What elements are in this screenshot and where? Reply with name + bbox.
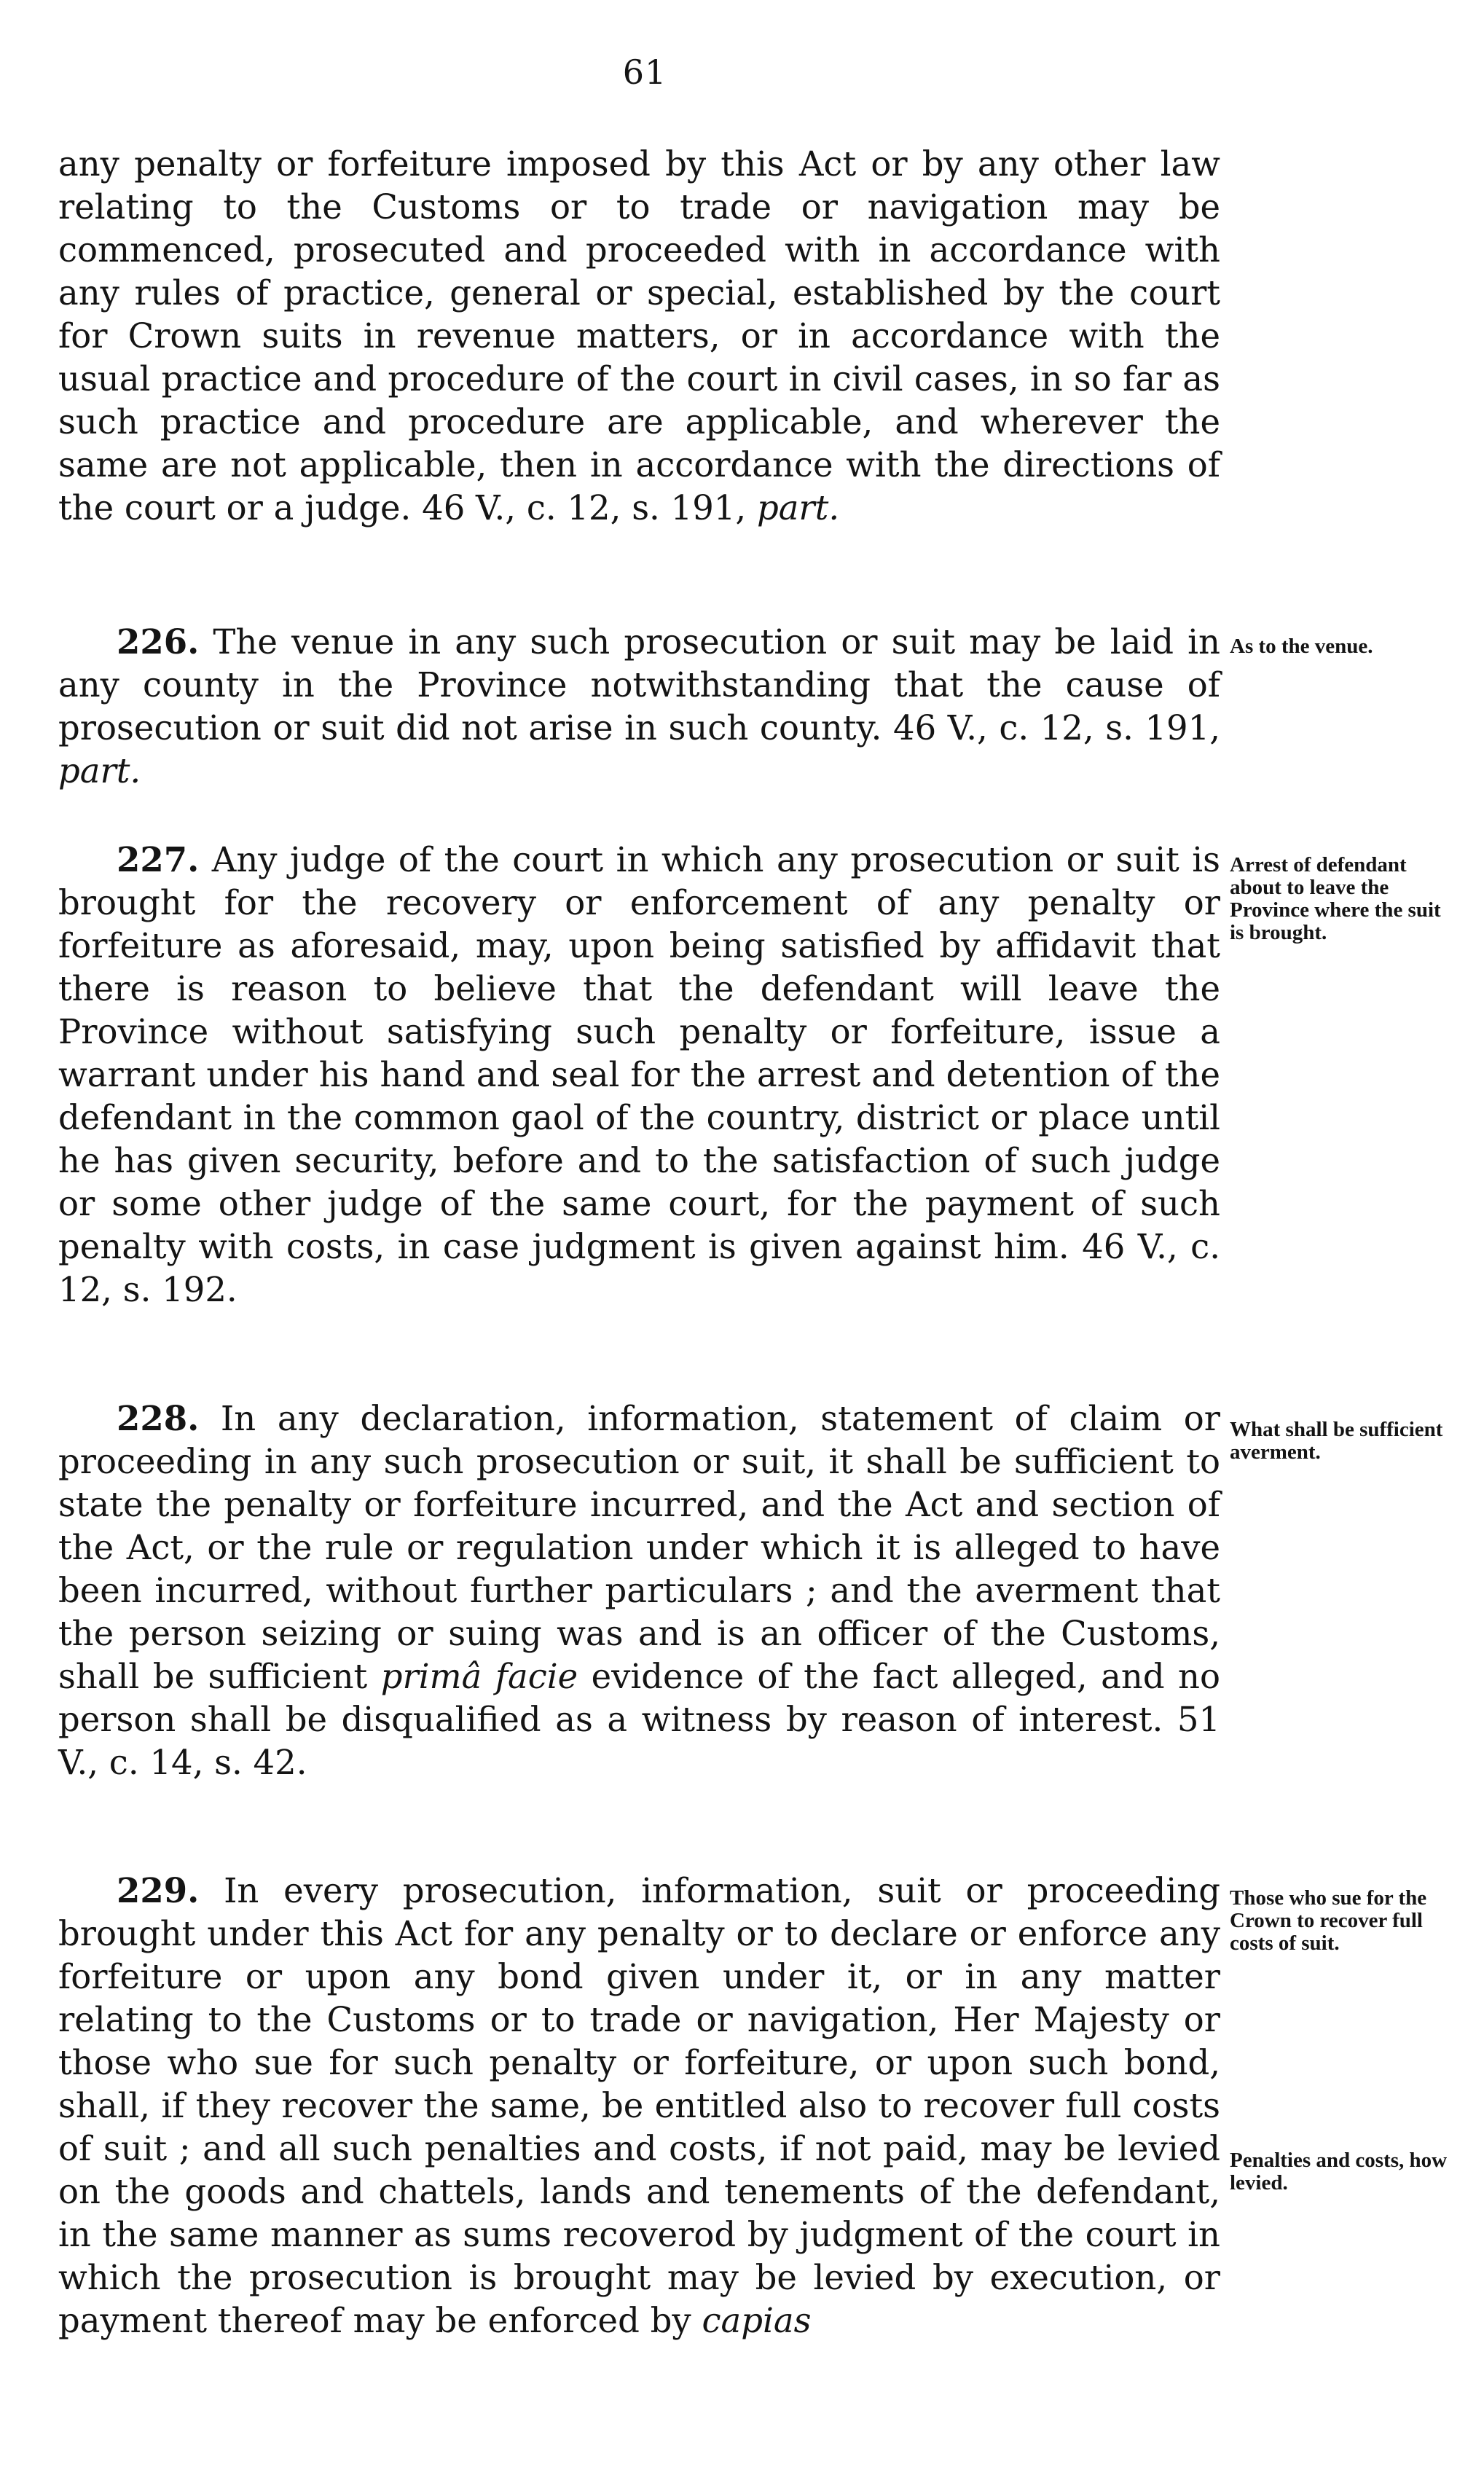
page-number: 61 (622, 52, 667, 92)
marginal-note-venue: As to the venue. (1230, 635, 1373, 658)
section-229 (58, 1869, 1220, 2342)
citation-italic: part. (58, 751, 141, 791)
section-text-italic: primâ facie (380, 1657, 578, 1696)
marginal-note-costs: Those who sue for the Crown to recover full costs of suit. (1230, 1886, 1427, 1955)
section-text-italic: capias (702, 2301, 812, 2340)
section-text: evidence of the fact alleged, and no person shall be disqualified as a witness by reason of interest. (58, 1657, 1220, 1739)
citation: 51 V., c. 14, s. 42. (58, 1700, 1221, 1782)
section-text: In any declaration, information, statement of claim or proceeding in any such prosecution or suit, it shall be sufficient to state the penalty or forfeiture incurred, and the Act and section of the Act, or the rule or regulation under which it is alleged to have been incurred, without further particulars ; and the averment that the person seizing or suing was and is an officer of the Customs, shall be sufficient (58, 1399, 1220, 1696)
citation: 46 V., c. 12, s. 191, (411, 488, 757, 527)
marginal-note-penalties: Penalties and costs, how levied. (1230, 2149, 1448, 2194)
section-text: The venue in any such prosecution or suit may be laid in any county in the Province notwithstanding that the cause of prosecution or suit did not arise in such county. (58, 622, 1220, 748)
paragraph-text: any penalty or forfeiture imposed by this Act or by any other law relating to the Customs or to trade or navigation may be commenced, prosecuted and proceeded with in accordance with any rules of practice, general or special, established by the court for Crown suits in revenue matters, or in accordance with the usual practice and procedure of the court in civil cases, in so far as such practice and procedure are applicable, and wherever the same are not applicable, then in accordance with the directions of the court or a judge. (58, 144, 1220, 527)
section-number: 229. (117, 1870, 200, 1910)
continuation-paragraph (58, 143, 1220, 530)
section-227 (58, 838, 1220, 1311)
section-number: 228. (117, 1398, 200, 1438)
section-number: 226. (117, 621, 200, 662)
citation: 46 V., c. 12, s. 192. (58, 1227, 1220, 1309)
marginal-note-averment: What shall be sufficient averment. (1230, 1418, 1443, 1464)
section-228 (58, 1397, 1220, 1784)
citation: 46 V., c. 12, s. 191, (882, 708, 1221, 748)
section-text: In every prosecution, information, suit or proceeding brought under this Act for any penalty or to declare or enforce any forfeiture or upon any bond given under it, or in any matter relating to the Customs or to trade or navigation, Her Majesty or those who sue for such penalty or forfeiture, or upon such bond, shall, if they recover the same, be entitled also to recover full costs of suit ; and all such penalties and costs, if not paid, may be levied on the goods and chattels, lands and tenements of the defendant, in the same manner as sums recoverod by judgment of the court in which the prosecution is brought may be levied by execution, or payment thereof may be enforced by (58, 1871, 1220, 2340)
section-number: 227. (117, 839, 200, 879)
marginal-note-arrest: Arrest of defendant about to leave the Province where the suit is brought. (1230, 853, 1441, 944)
section-226 (58, 620, 1220, 793)
section-text: Any judge of the court in which any prosecution or suit is brought for the recovery or enforcement of any penalty or forfeiture as aforesaid, may, upon being satisfied by affidavit that there is reason to believe that the defendant will leave the Province without satisfying such penalty or forfeiture, issue a warrant under his hand and seal for the arrest and detention of the defendant in the common gaol of the country, district or place until he has given security, before and to the satisfaction of such judge or some other judge of the same court, for the payment of such penalty with costs, in case judgment is given against him. (58, 840, 1220, 1266)
citation-italic: part. (756, 488, 840, 527)
